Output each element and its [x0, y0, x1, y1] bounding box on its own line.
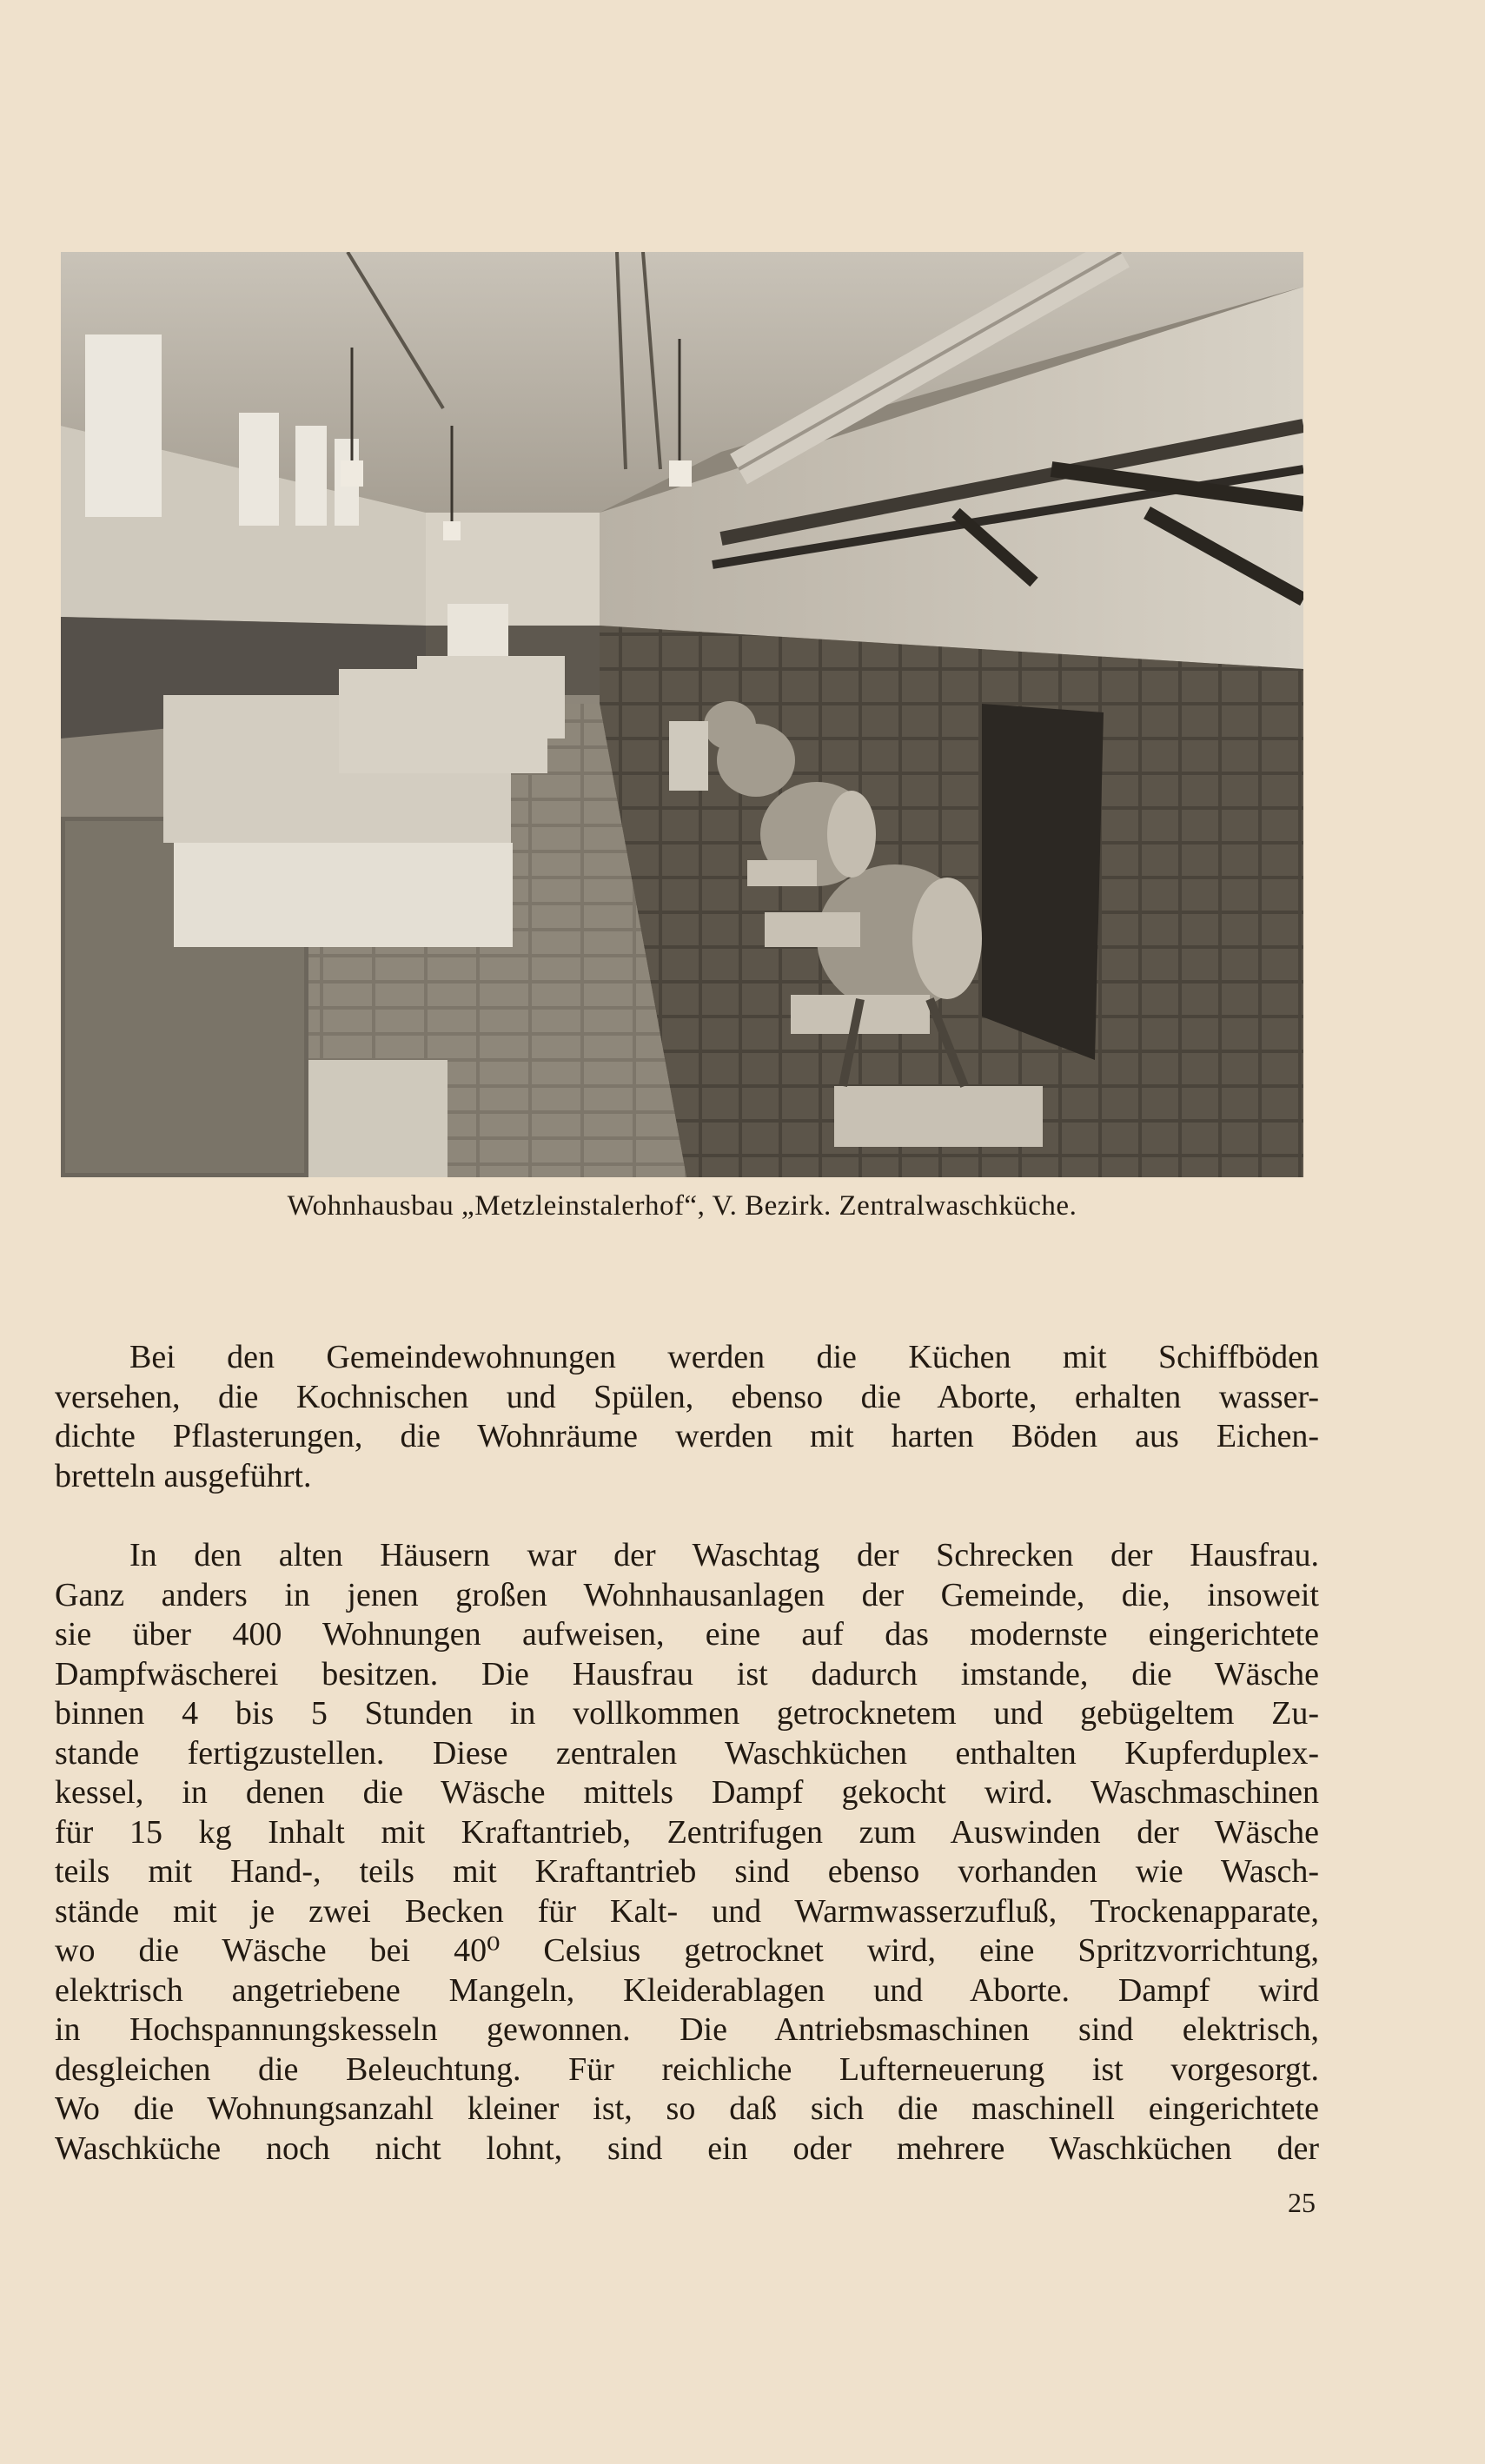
page-number: 25 — [1288, 2187, 1316, 2218]
text-line: sie über 400 Wohnungen aufweisen, eine auf das modernste eingerichtete — [55, 1616, 1319, 1653]
text-line: versehen, die Kochnischen und Spülen, ebenso die Aborte, erhalten wasser- — [55, 1378, 1319, 1415]
text-line: Wo die Wohnungsanzahl kleiner ist, so daß sich die maschinell eingerichtete — [55, 2090, 1319, 2127]
text-line: bretteln ausgeführt. — [55, 1457, 312, 1494]
text-line: teils mit Hand-, teils mit Kraftantrieb sind ebenso vorhanden wie Wasch- — [55, 1853, 1319, 1890]
text-line: stände mit je zwei Becken für Kalt- und Warmwasserzufluß, Trockenapparate, — [55, 1892, 1319, 1930]
text-line: Bei den Gemeindewohnungen werden die Küchen mit Schiffböden — [129, 1339, 1319, 1375]
text-line: wo die Wäsche bei 40⁰ Celsius getrocknet wird, eine Spritzvorrichtung, — [55, 1932, 1319, 1969]
text-line: Dampfwäscherei besitzen. Die Hausfrau ist dadurch imstande, die Wäsche — [55, 1655, 1319, 1692]
laundry-room-photograph — [61, 252, 1303, 1177]
paragraph-1 — [55, 1338, 1319, 1496]
text-line: dichte Pflasterungen, die Wohnräume werden mit harten Böden aus Eichen- — [55, 1418, 1319, 1454]
text-line: kessel, in denen die Wäsche mittels Dampf gekocht wird. Waschmaschinen — [55, 1774, 1319, 1811]
text-line: In den alten Häusern war der Waschtag der Schrecken der Hausfrau. — [129, 1537, 1319, 1573]
text-line: elektrisch angetriebene Mangeln, Kleiderablagen und Aborte. Dampf wird — [55, 1971, 1319, 2009]
text-line: desgleichen die Beleuchtung. Für reichliche Lufterneuerung ist vorgesorgt. — [55, 2050, 1319, 2088]
text-line: Waschküche noch nicht lohnt, sind ein oder mehrere Waschküchen der — [55, 2130, 1319, 2167]
paragraph-2 — [55, 1536, 1319, 2169]
figure-caption: Wohnhausbau „Metzleinstalerhof“, V. Bezirk. Zentralwaschküche. — [287, 1190, 1077, 1222]
text-line: Ganz anders in jenen großen Wohnhausanlagen der Gemeinde, die, insoweit — [55, 1576, 1319, 1613]
text-line: stande fertigzustellen. Diese zentralen Waschküchen enthalten Kupferduplex- — [55, 1734, 1319, 1772]
text-line: für 15 kg Inhalt mit Kraftantrieb, Zentrifugen zum Auswinden der Wäsche — [55, 1813, 1319, 1851]
text-line: binnen 4 bis 5 Stunden in vollkommen getrocknetem und gebügeltem Zu- — [55, 1695, 1319, 1732]
text-line: in Hochspannungskesseln gewonnen. Die Antriebsmaschinen sind elektrisch, — [55, 2011, 1319, 2048]
body-text — [55, 1338, 1319, 2169]
